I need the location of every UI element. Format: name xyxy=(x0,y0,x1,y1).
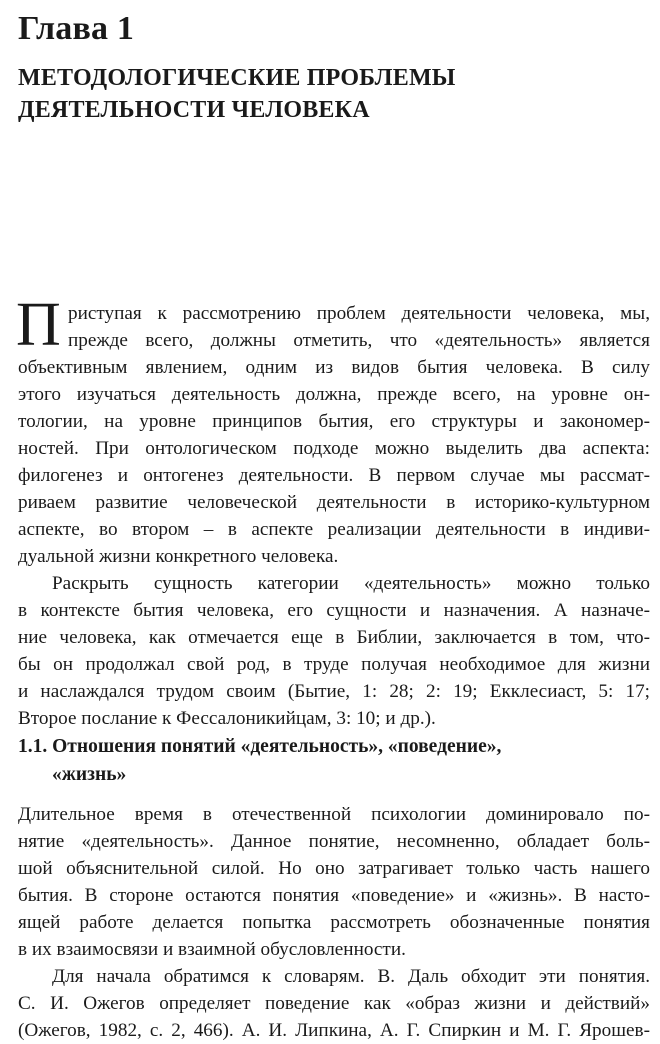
text-line: С. И. Ожегов определяет поведение как «образ жизни и действий» xyxy=(18,993,650,1014)
text-line: (Ожегов, 1982, с. 2, 466). А. И. Липкина, А. Г. Спиркин и М. Г. Ярошев- xyxy=(18,1020,650,1041)
text-line: шой объяснительной силой. Но оно затрагивает только часть нашего xyxy=(18,858,650,879)
text-line: нятие «деятельность». Данное понятие, несомненно, обладает боль- xyxy=(18,831,650,852)
chapter-title xyxy=(18,62,456,126)
text-line: ящей работе делается попытка рассмотреть обозначенные понятия xyxy=(18,912,650,933)
text-line: бы он продолжал свой род, в труде получая необходимое для жизни xyxy=(18,654,650,675)
chapter-number: Глава 1 xyxy=(18,10,135,47)
text-line: ние человека, как отмечается еще в Библии, заключается в том, что- xyxy=(18,627,650,648)
chapter-title-line: МЕТОДОЛОГИЧЕСКИЕ ПРОБЛЕМЫ xyxy=(18,65,456,91)
drop-cap: П xyxy=(16,291,61,359)
text-line: дуальной жизни конкретного человека. xyxy=(18,546,339,567)
text-line: этого изучаться деятельность должна, прежде всего, на уровне он- xyxy=(18,384,650,405)
text-line: аспекте, во втором – в аспекте реализации деятельности в индиви- xyxy=(18,519,650,540)
section-heading-line: 1.1. Отношения понятий «деятельность», «поведение», xyxy=(18,736,502,757)
text-line: риваем развитие человеческой деятельности в историко-культурном xyxy=(18,492,650,513)
text-line: в контексте бытия человека, его сущности и назначения. А назначе- xyxy=(18,600,650,621)
text-line: риступая к рассмотрению проблем деятельности человека, мы, xyxy=(68,303,650,324)
text-line: Второе послание к Фессалоникийцам, 3: 10; и др.). xyxy=(18,708,436,729)
text-line: Раскрыть сущность категории «деятельность» можно только xyxy=(52,573,650,594)
text-line: бытия. В стороне остаются понятия «поведение» и «жизнь». В насто- xyxy=(18,885,650,906)
text-line: и наслаждался трудом своим (Бытие, 1: 28; 2: 19; Екклесиаст, 5: 17; xyxy=(18,681,650,702)
text-line: объективным явлением, одним из видов бытия человека. В силу xyxy=(18,357,650,378)
text-line: Для начала обратимся к словарям. В. Даль обходит эти понятия. xyxy=(52,966,650,987)
section-heading-line: «жизнь» xyxy=(52,764,127,785)
text-line: Длительное время в отечественной психологии доминировало по- xyxy=(18,804,650,825)
chapter-title-line: ДЕЯТЕЛЬНОСТИ ЧЕЛОВЕКА xyxy=(18,97,370,123)
text-line: в их взаимосвязи и взаимной обусловленности. xyxy=(18,939,406,960)
text-line: прежде всего, должны отметить, что «деятельность» является xyxy=(68,330,650,351)
section-heading xyxy=(18,733,501,789)
text-line: филогенез и онтогенез деятельности. В первом случае мы рассмат- xyxy=(18,465,650,486)
text-line: ностей. При онтологическом подходе можно выделить два аспекта: xyxy=(18,438,650,459)
text-line: тологии, на уровне принципов бытия, его структуры и закономер- xyxy=(18,411,650,432)
